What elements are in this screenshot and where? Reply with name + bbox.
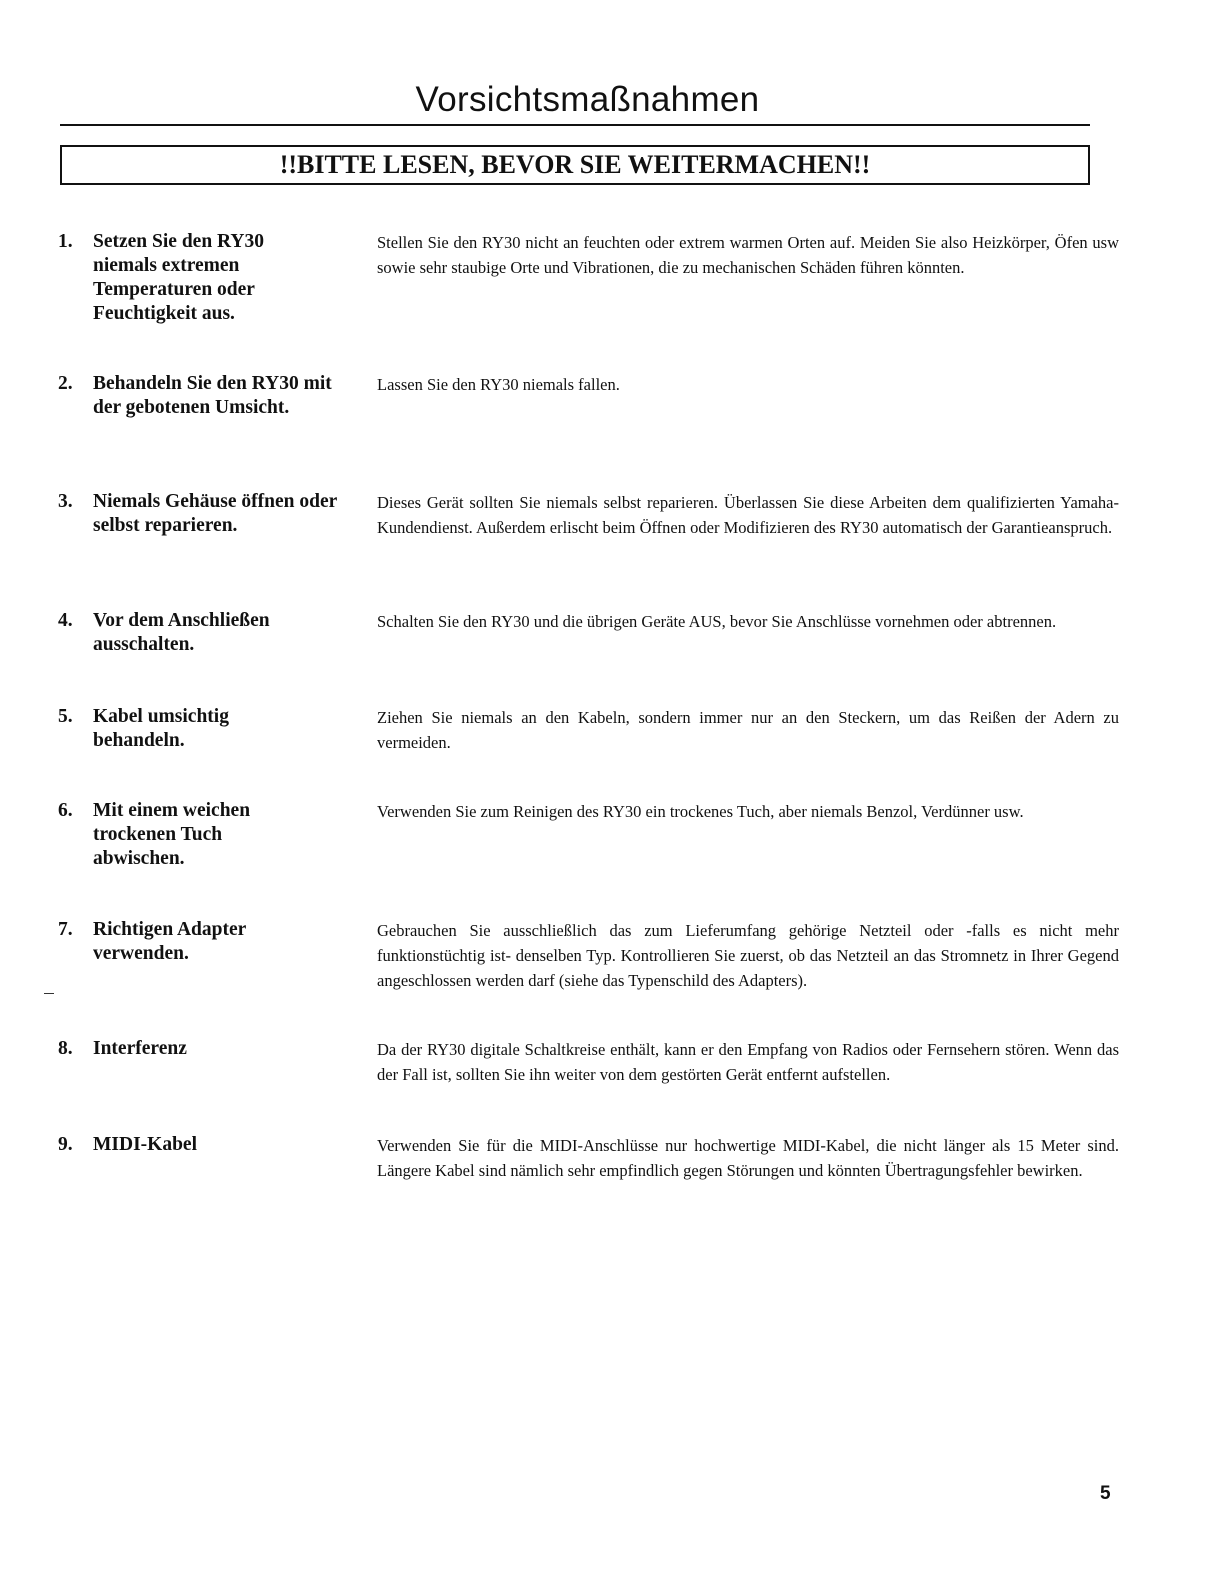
item-number: 9.	[58, 1134, 73, 1155]
item-heading: Niemals Gehäuse öffnen oder selbst reparieren.	[93, 491, 337, 536]
item-number: 2.	[58, 373, 73, 394]
item-number: 1.	[58, 231, 73, 252]
item-text: Schalten Sie den RY30 und die übrigen Geräte AUS, bevor Sie Anschlüsse vornehmen oder abtrennen.	[377, 612, 1057, 631]
item-number: 8.	[58, 1038, 73, 1059]
item-text: Dieses Gerät sollten Sie niemals selbst reparieren. Überlassen Sie diese Arbeiten dem qualifizierten Yamaha-Kundendienst. Außerdem erlischt beim Öffnen oder Modifizieren des RY30 automatisch der Garantieanspruch.	[377, 493, 1119, 537]
page-title: Vorsichtsmaßnahmen	[415, 80, 760, 119]
item-text: Gebrauchen Sie ausschließlich das zum Lieferumfang gehörige Netzteil oder -falls es nicht mehr funktionstüchtig ist- denselben Typ. Kontrollieren Sie zuerst, ob das Netzteil an das Stromnetz in Ihrer Gegend angeschlossen werden darf (siehe das Typenschild des Adapters).	[377, 921, 1119, 990]
item-text: Verwenden Sie zum Reinigen des RY30 ein trockenes Tuch, aber niemals Benzol, Verdünner usw.	[377, 802, 1024, 821]
item-text: Lassen Sie den RY30 niemals fallen.	[377, 375, 620, 394]
item-heading: Interferenz	[93, 1038, 187, 1059]
item-text: Verwenden Sie für die MIDI-Anschlüsse nur hochwertige MIDI-Kabel, die nicht länger als 15 Meter sind. Längere Kabel sind nämlich sehr empfindlich gegen Störungen und könnten Übertragungsfehler bewirken.	[377, 1136, 1119, 1180]
item-number: 3.	[58, 491, 73, 512]
item-number: 5.	[58, 706, 73, 727]
warning-banner: !!BITTE LESEN, BEVOR SIE WEITERMACHEN!!	[60, 145, 1090, 185]
item-heading: Behandeln Sie den RY30 mit der gebotenen Umsicht.	[93, 373, 332, 418]
item-heading: Mit einem weichen trockenen Tuch abwischen.	[93, 800, 251, 869]
item-number: 4.	[58, 610, 73, 631]
item-heading: Setzen Sie den RY30 niemals extremen Temperaturen oder Feuchtigkeit aus.	[93, 231, 265, 324]
item-number: 6.	[58, 800, 73, 821]
item-text: Ziehen Sie niemals an den Kabeln, sondern immer nur an den Steckern, um das Reißen der Adern zu vermeiden.	[377, 708, 1119, 752]
item-heading: Richtigen Adapter verwenden.	[93, 919, 246, 964]
page-number: 5	[1100, 1483, 1111, 1504]
item-text: Stellen Sie den RY30 nicht an feuchten oder extrem warmen Orten auf. Meiden Sie also Heizkörper, Öfen usw sowie sehr staubige Orte und Vibrationen, die zu mechanischen Schäden führen könnten.	[377, 233, 1119, 277]
item-heading: Kabel umsichtig behandeln.	[93, 706, 229, 751]
item-text: Da der RY30 digitale Schaltkreise enthält, kann er den Empfang von Radios oder Fernsehern stören. Wenn das der Fall ist, sollten Sie ihn weiter von dem gestörten Gerät entfernt aufstellen.	[377, 1040, 1119, 1084]
item-heading: Vor dem Anschließen ausschalten.	[93, 610, 270, 655]
title-rule	[60, 124, 1090, 126]
item-heading: MIDI-Kabel	[93, 1134, 197, 1155]
item-number: 7.	[58, 919, 73, 940]
scan-mark	[44, 993, 54, 994]
